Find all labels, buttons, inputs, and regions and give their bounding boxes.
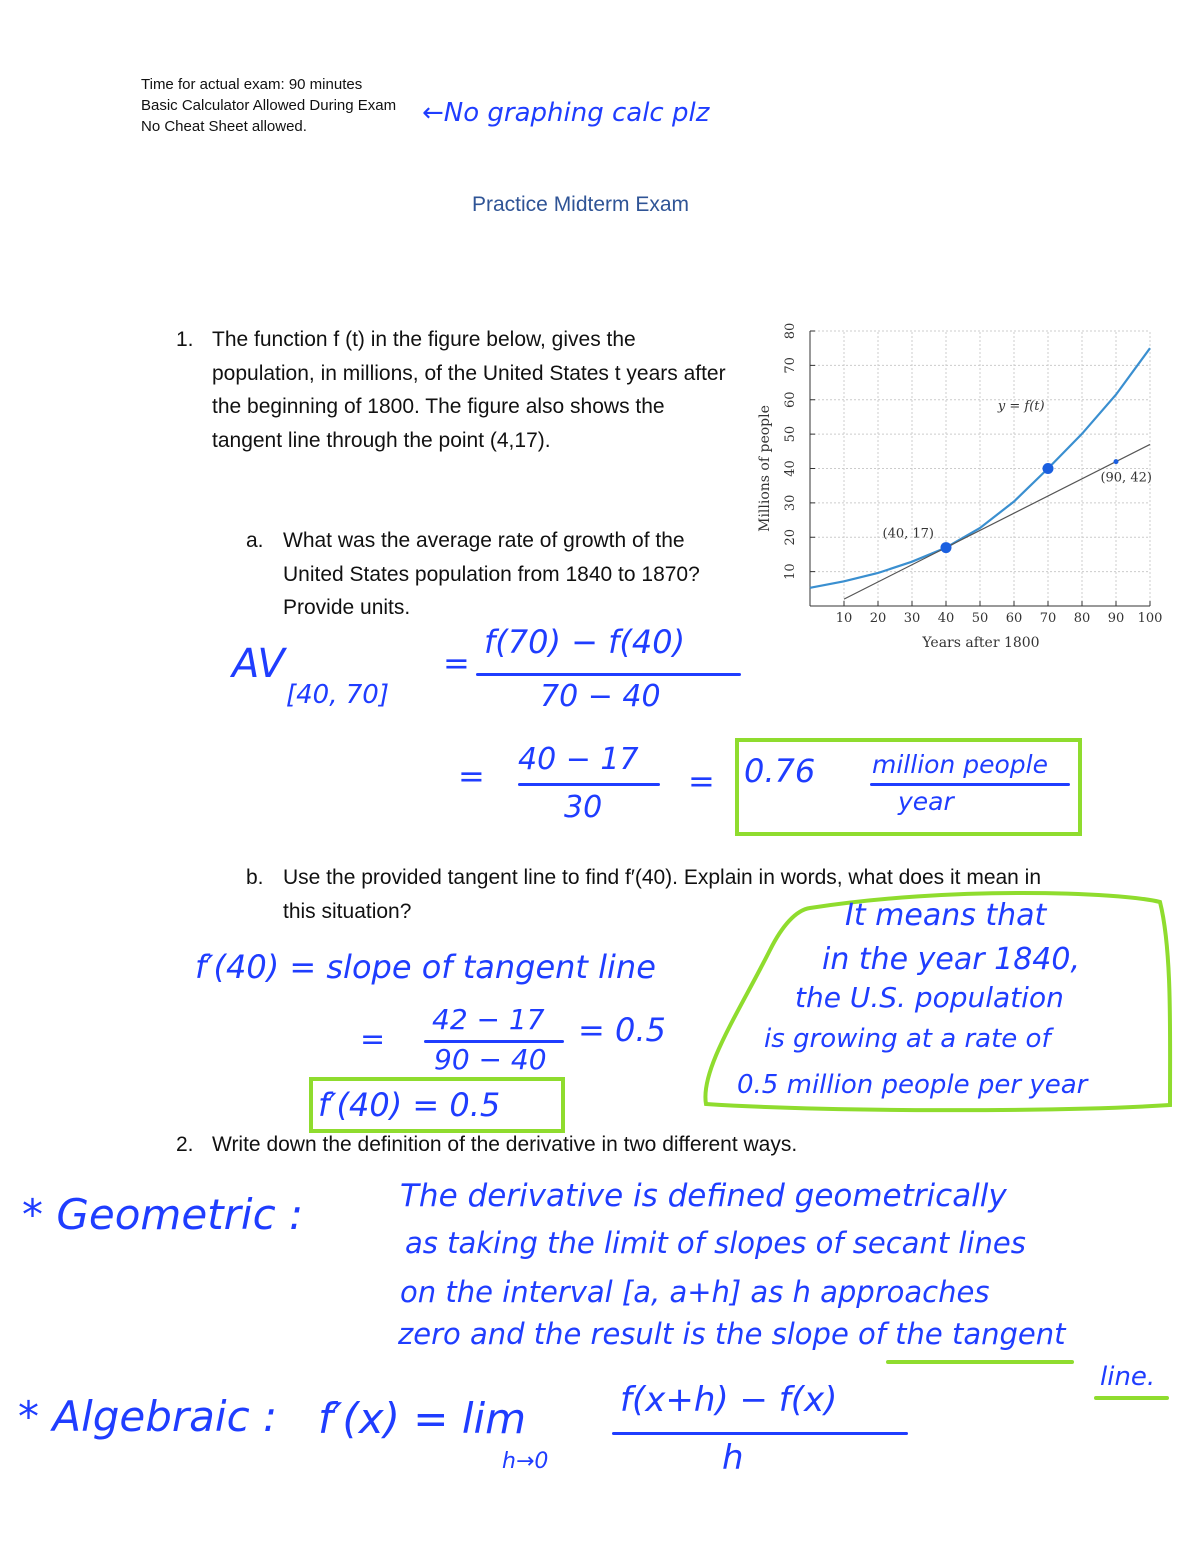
answer-a-value: 0.76 bbox=[744, 752, 816, 790]
geometric-line-4: zero and the result is the slope of the tangent bbox=[398, 1317, 1066, 1351]
y-tick-label: 40 bbox=[783, 460, 798, 477]
equals-2: = bbox=[458, 757, 485, 795]
q1a-label: a. bbox=[246, 529, 264, 552]
slope-numerator: 42 − 17 bbox=[432, 1003, 545, 1036]
explain-line-3: the U.S. population bbox=[795, 981, 1064, 1014]
av-interval: [40, 70] bbox=[286, 680, 389, 710]
chart-grid bbox=[810, 331, 1150, 606]
x-tick-label: 50 bbox=[971, 611, 989, 626]
y-tick-label: 60 bbox=[783, 391, 798, 409]
av-numerator-2: 40 − 17 bbox=[518, 742, 639, 777]
x-tick-label: 40 bbox=[937, 611, 955, 626]
x-tick-label: 60 bbox=[1005, 611, 1023, 626]
y-tick-label: 70 bbox=[783, 357, 798, 374]
y-axis-label: Millions of people bbox=[757, 405, 773, 532]
exam-time-note: Time for actual exam: 90 minutes bbox=[141, 76, 363, 93]
highlight-underline bbox=[1094, 1396, 1169, 1400]
point-label: (90, 42) bbox=[1100, 470, 1152, 486]
tangent-line bbox=[844, 444, 1150, 599]
x-tick-label: 10 bbox=[835, 611, 853, 626]
limit-subscript: h→0 bbox=[502, 1449, 549, 1474]
x-tick-label: 90 bbox=[1107, 611, 1125, 626]
equals-b: = bbox=[360, 1022, 386, 1057]
explain-line-2: in the year 1840, bbox=[822, 942, 1081, 977]
q2-text: Write down the definition of the derivative in two different ways. bbox=[212, 1133, 798, 1156]
answer-b-value: f′(40) = 0.5 bbox=[318, 1086, 501, 1124]
algebraic-lhs: f′(x) = lim bbox=[318, 1394, 527, 1443]
x-axis-label: Years after 1800 bbox=[922, 635, 1040, 651]
highlight-underline bbox=[886, 1360, 1074, 1364]
q1b-label: b. bbox=[246, 866, 264, 889]
geometric-line-1: The derivative is defined geometrically bbox=[400, 1178, 1007, 1214]
q1-text: The function f (t) in the figure below, gives the population, in millions, of the United States t years after the beginning of 1800. The figure also shows the tangent line through the point (4,17). bbox=[212, 328, 726, 452]
curve-label: y = f(t) bbox=[997, 399, 1045, 415]
geometric-line-3: on the interval [a, a+h] as h approaches bbox=[400, 1275, 990, 1309]
fraction-bar bbox=[518, 783, 660, 786]
av-denominator-1: 70 − 40 bbox=[540, 679, 661, 714]
algebraic-label: * Algebraic : bbox=[18, 1392, 278, 1441]
av-numerator-1: f(70) − f(40) bbox=[484, 623, 686, 661]
equals-3: = bbox=[688, 762, 715, 800]
y-tick-label: 80 bbox=[783, 322, 798, 340]
x-tick-label: 70 bbox=[1039, 611, 1057, 626]
x-tick-label: 30 bbox=[903, 611, 921, 626]
answer-a-unit-den: year bbox=[898, 787, 954, 816]
x-tick-label: 80 bbox=[1073, 611, 1091, 626]
data-point bbox=[1114, 459, 1119, 464]
fraction-bar bbox=[612, 1432, 908, 1435]
fraction-bar bbox=[476, 673, 741, 676]
page-title: Practice Midterm Exam bbox=[472, 193, 690, 216]
av-denominator-2: 30 bbox=[564, 790, 603, 825]
handwritten-calc-note: ←No graphing calc plz bbox=[422, 98, 710, 128]
q1a-text: What was the average rate of growth of the United States population from 1840 to 1870? Provide units. bbox=[283, 529, 700, 619]
cheat-sheet-note: No Cheat Sheet allowed. bbox=[141, 118, 307, 135]
explain-line-1: It means that bbox=[845, 898, 1047, 933]
calculator-note: Basic Calculator Allowed During Exam bbox=[141, 97, 397, 114]
algebraic-numerator: f(x+h) − f(x) bbox=[620, 1380, 838, 1420]
x-tick-label: 20 bbox=[869, 611, 887, 626]
slope-result: = 0.5 bbox=[578, 1011, 666, 1049]
data-point bbox=[1043, 463, 1054, 474]
explain-line-5: 0.5 million people per year bbox=[737, 1070, 1088, 1100]
data-point bbox=[941, 542, 952, 553]
geometric-label: * Geometric : bbox=[22, 1190, 304, 1239]
geometric-line-5: line. bbox=[1100, 1362, 1156, 1392]
point-label: (40, 17) bbox=[882, 526, 934, 542]
q2-number: 2. bbox=[176, 1133, 194, 1156]
explain-line-4: is growing at a rate of bbox=[764, 1024, 1051, 1054]
av-equals: = bbox=[443, 644, 470, 682]
y-tick-label: 10 bbox=[783, 563, 798, 580]
y-tick-label: 50 bbox=[783, 425, 798, 443]
y-tick-label: 30 bbox=[783, 494, 798, 512]
q1b-text: Use the provided tangent line to find f′(40). Explain in words, what does it mean in this situation? bbox=[283, 866, 1042, 923]
algebraic-denominator: h bbox=[722, 1438, 744, 1478]
geometric-line-2: as taking the limit of slopes of secant lines bbox=[405, 1226, 1026, 1260]
y-tick-label: 20 bbox=[783, 528, 798, 546]
x-tick-label: 100 bbox=[1137, 611, 1163, 626]
derivative-line: f′(40) = slope of tangent line bbox=[195, 948, 656, 986]
q1-number: 1. bbox=[176, 328, 194, 351]
answer-a-unit-num: million people bbox=[872, 750, 1048, 779]
av-symbol: AV bbox=[232, 641, 285, 687]
slope-denominator: 90 − 40 bbox=[434, 1043, 547, 1076]
population-chart bbox=[745, 318, 1175, 663]
fraction-bar bbox=[870, 783, 1070, 786]
